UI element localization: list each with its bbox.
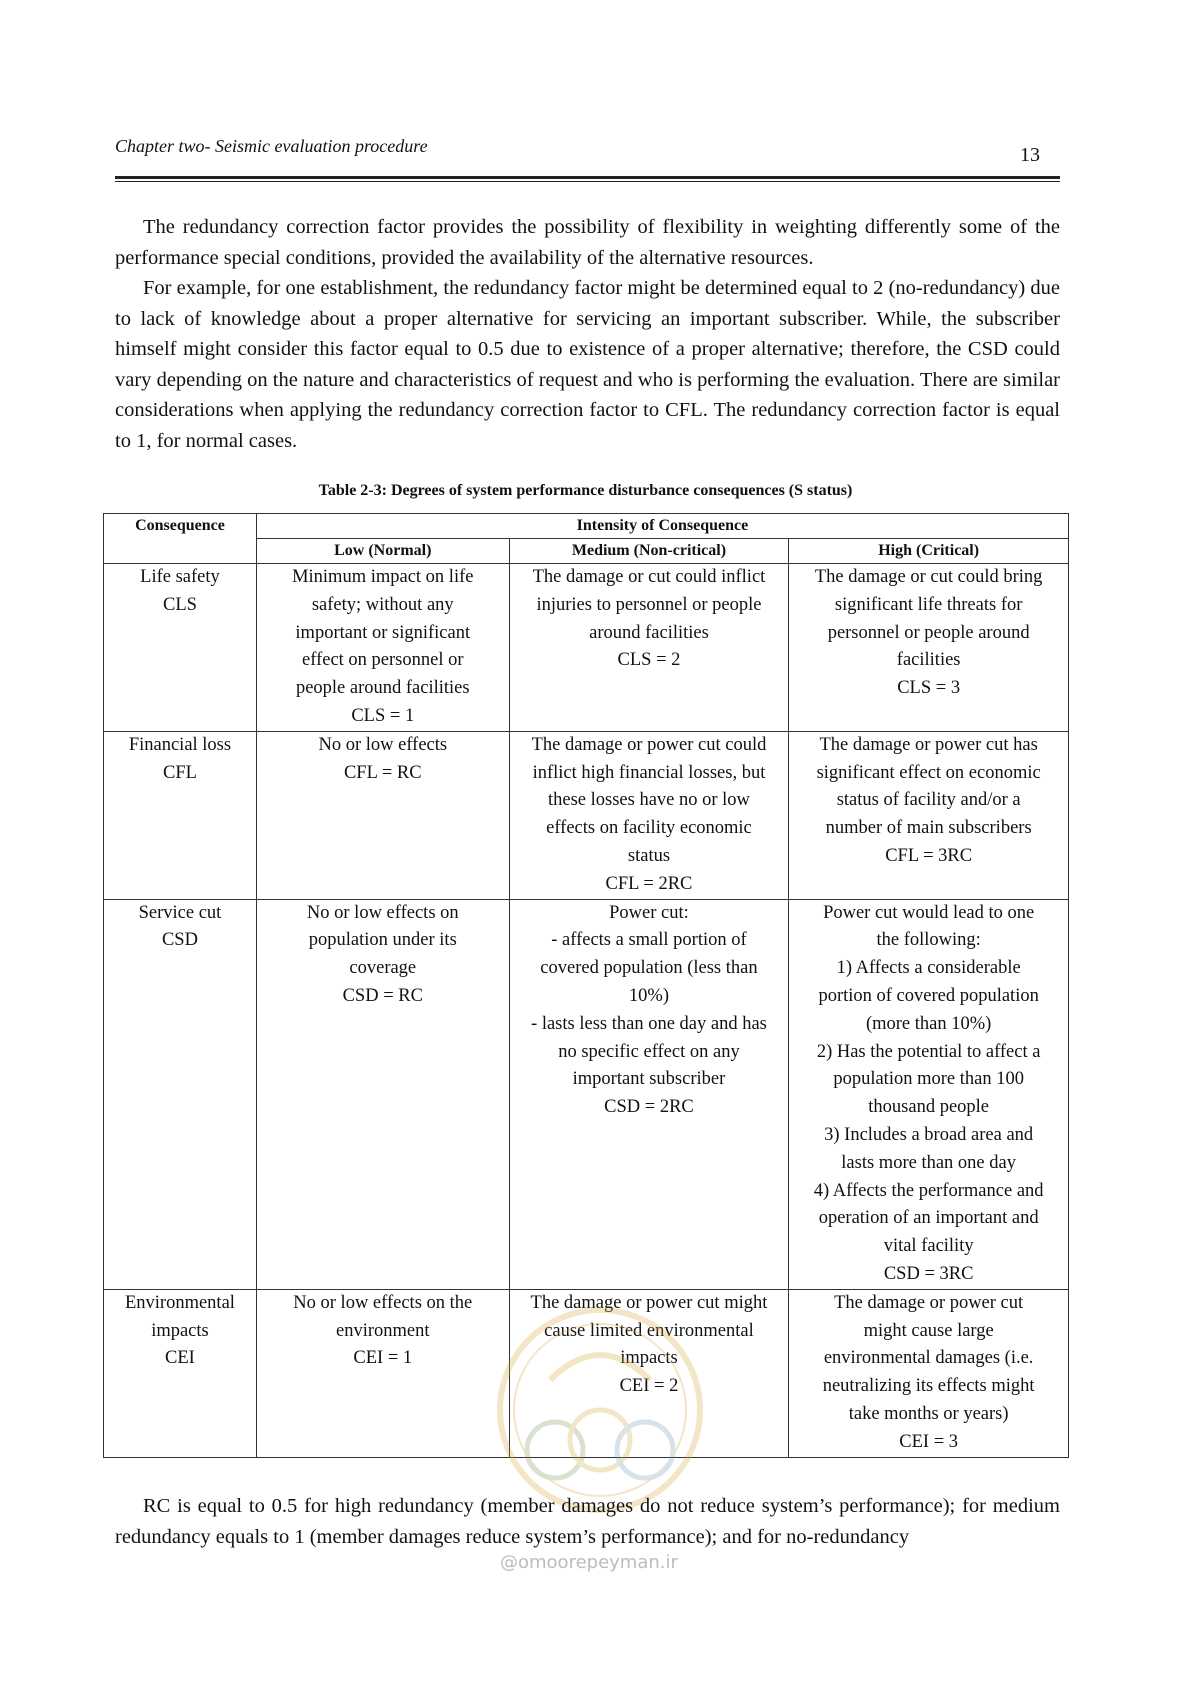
cell-line: coverage — [349, 958, 417, 979]
cell-line: CLS = 1 — [351, 705, 415, 726]
cell-line: significant effect on economic — [816, 762, 1041, 783]
cell-low — [256, 899, 509, 1289]
cell-line: The damage or cut could inflict — [532, 567, 766, 587]
cell-line: might cause large — [863, 1320, 994, 1341]
header-rule-thin — [115, 181, 1060, 182]
watermark-logo — [490, 1300, 710, 1520]
cell-line: status of facility and/or a — [836, 790, 1021, 811]
cell-line: CEI = 2 — [619, 1376, 679, 1397]
cell-line: facilities — [896, 650, 961, 671]
chapter-title: Chapter two- Seismic evaluation procedure — [115, 136, 428, 156]
cell-line: Environmental — [124, 1292, 235, 1313]
cell-consequence — [104, 899, 257, 1289]
cell-line: Power cut would lead to one — [823, 902, 1035, 923]
cell-low — [256, 1289, 509, 1457]
cell-line: number of main subscribers — [825, 818, 1032, 839]
cell-high — [789, 731, 1069, 899]
cell-line: The damage or power cut has — [819, 734, 1038, 755]
cell-line: Service cut — [138, 902, 222, 923]
cell-line: CSD = 2RC — [604, 1097, 694, 1118]
cell-line: status — [627, 845, 671, 866]
cell-high — [789, 564, 1069, 732]
cell-line: CLS = 2 — [617, 650, 681, 671]
header-high: High (Critical) — [789, 539, 1069, 564]
cell-line: population more than 100 — [833, 1069, 1024, 1090]
cell-line: CFL = RC — [343, 762, 422, 783]
cell-line: Minimum impact on life — [292, 567, 474, 587]
cell-line: CEI = 1 — [353, 1348, 413, 1369]
cell-line: CEI — [165, 1348, 195, 1369]
cell-line: No or low effects — [318, 734, 448, 755]
table-row — [104, 731, 1069, 899]
cell-line: injuries to personnel or people — [536, 594, 762, 615]
cell-line: CFL — [162, 762, 197, 783]
cell-line: CEI = 3 — [899, 1431, 959, 1452]
header-consequence: Consequence — [104, 514, 257, 564]
paragraph: The redundancy correction factor provides the possibility of flexibility in weighting differently some of the performance special conditions, provided the availability of the alternative resources. — [115, 216, 1060, 269]
cell-high — [789, 899, 1069, 1289]
cell-line: CLS — [162, 594, 197, 615]
cell-line: cause limited environmental — [544, 1320, 754, 1341]
cell-line: The damage or cut could bring — [814, 567, 1043, 587]
cell-line: CSD = RC — [342, 985, 423, 1006]
cell-line: CFL = 2RC — [605, 873, 693, 894]
cell-line: 2) Has the potential to affect a — [816, 1041, 1041, 1062]
cell-medium — [509, 899, 789, 1289]
cell-line: effect on personnel or — [302, 650, 464, 671]
cell-medium — [509, 564, 789, 732]
cell-line: important or significant — [295, 622, 471, 643]
cell-line: Power cut: — [609, 902, 689, 923]
table-caption: Table 2-3: Degrees of system performance disturbance consequences (S status) — [318, 482, 853, 499]
cell-low — [256, 731, 509, 899]
table-row — [104, 899, 1069, 1289]
cell-consequence — [104, 564, 257, 732]
cell-line: (more than 10%) — [865, 1013, 992, 1034]
cell-line: the following: — [876, 930, 981, 951]
cell-line: thousand people — [868, 1097, 990, 1118]
cell-line: population under its — [308, 930, 457, 951]
cell-line: environmental damages (i.e. — [823, 1348, 1034, 1369]
cell-line: important subscriber — [572, 1069, 726, 1090]
paragraph: For example, for one establishment, the redundancy factor might be determined equal to 2 (no-redundancy) due to lack of knowledge about a proper alternative for servicing an important subscriber. While, the subscriber himself might consider this factor equal to 0.5 due to existence of a proper alternative; therefore, the CSD could vary depending on the nature and characteristics of request and who is performing the evaluation. There are similar considerations when applying the redundancy correction factor to CFL. The redundancy correction factor is equal to 1, for normal cases. — [115, 277, 1060, 452]
cell-line: The damage or power cut — [834, 1292, 1024, 1313]
paragraph: RC is equal to 0.5 for high redundancy (member damages do not reduce system’s performance); for medium redundancy equals to 1 (member damages reduce system’s performance); and for no-redundancy — [115, 1495, 1060, 1548]
cell-line: CFL = 3RC — [885, 845, 973, 866]
cell-line: environment — [336, 1320, 430, 1341]
cell-line: The damage or power cut might — [530, 1292, 768, 1313]
cell-line: 1) Affects a considerable — [836, 958, 1021, 979]
page-header — [115, 136, 1060, 176]
cell-line: Life safety — [140, 567, 220, 587]
table-row — [104, 564, 1069, 732]
cell-line: CSD — [161, 930, 198, 951]
cell-line: these losses have no or low — [548, 790, 750, 811]
watermark-text: @omoorepeyman.ir — [500, 1552, 678, 1573]
header-intensity: Intensity of Consequence — [256, 514, 1068, 539]
cell-line: No or low effects on — [306, 902, 459, 923]
cell-line: safety; without any — [311, 594, 454, 615]
cell-line: - affects a small portion of — [551, 930, 747, 951]
cell-line: covered population (less than — [540, 958, 758, 979]
cell-line: around facilities — [589, 622, 709, 643]
cell-line: Financial loss — [128, 734, 232, 755]
cell-medium — [509, 731, 789, 899]
cell-line: portion of covered population — [818, 985, 1039, 1006]
cell-line: significant life threats for — [834, 594, 1023, 615]
cell-line: vital facility — [883, 1236, 974, 1257]
cell-line: take months or years) — [848, 1403, 1009, 1424]
cell-line: The damage or power cut could — [531, 734, 767, 755]
cell-line: impacts — [151, 1320, 209, 1341]
cell-line: inflict high financial losses, but — [532, 762, 766, 783]
cell-consequence — [104, 1289, 257, 1457]
cell-low — [256, 564, 509, 732]
cell-consequence — [104, 731, 257, 899]
header-rule-thick — [115, 176, 1060, 179]
header-low: Low (Normal) — [256, 539, 509, 564]
cell-line: 3) Includes a broad area and — [824, 1124, 1034, 1145]
cell-line: CLS = 3 — [897, 678, 961, 699]
cell-line: No or low effects on the — [293, 1292, 473, 1313]
header-medium: Medium (Non-critical) — [509, 539, 789, 564]
page-number: 13 — [1020, 144, 1040, 166]
cell-line: 10%) — [628, 985, 669, 1006]
cell-line: effects on facility economic — [546, 818, 752, 839]
cell-line: 4) Affects the performance and — [813, 1180, 1044, 1201]
cell-line: - lasts less than one day and has — [531, 1013, 767, 1034]
cell-line: people around facilities — [295, 678, 470, 699]
cell-high — [789, 1289, 1069, 1457]
cell-line: CSD = 3RC — [883, 1263, 974, 1284]
cell-line: neutralizing its effects might — [822, 1376, 1035, 1397]
cell-line: personnel or people around — [827, 622, 1030, 643]
cell-line: operation of an important and — [818, 1208, 1039, 1229]
cell-line: no specific effect on any — [558, 1041, 740, 1062]
cell-line: lasts more than one day — [841, 1152, 1016, 1173]
cell-line: impacts — [620, 1348, 678, 1369]
